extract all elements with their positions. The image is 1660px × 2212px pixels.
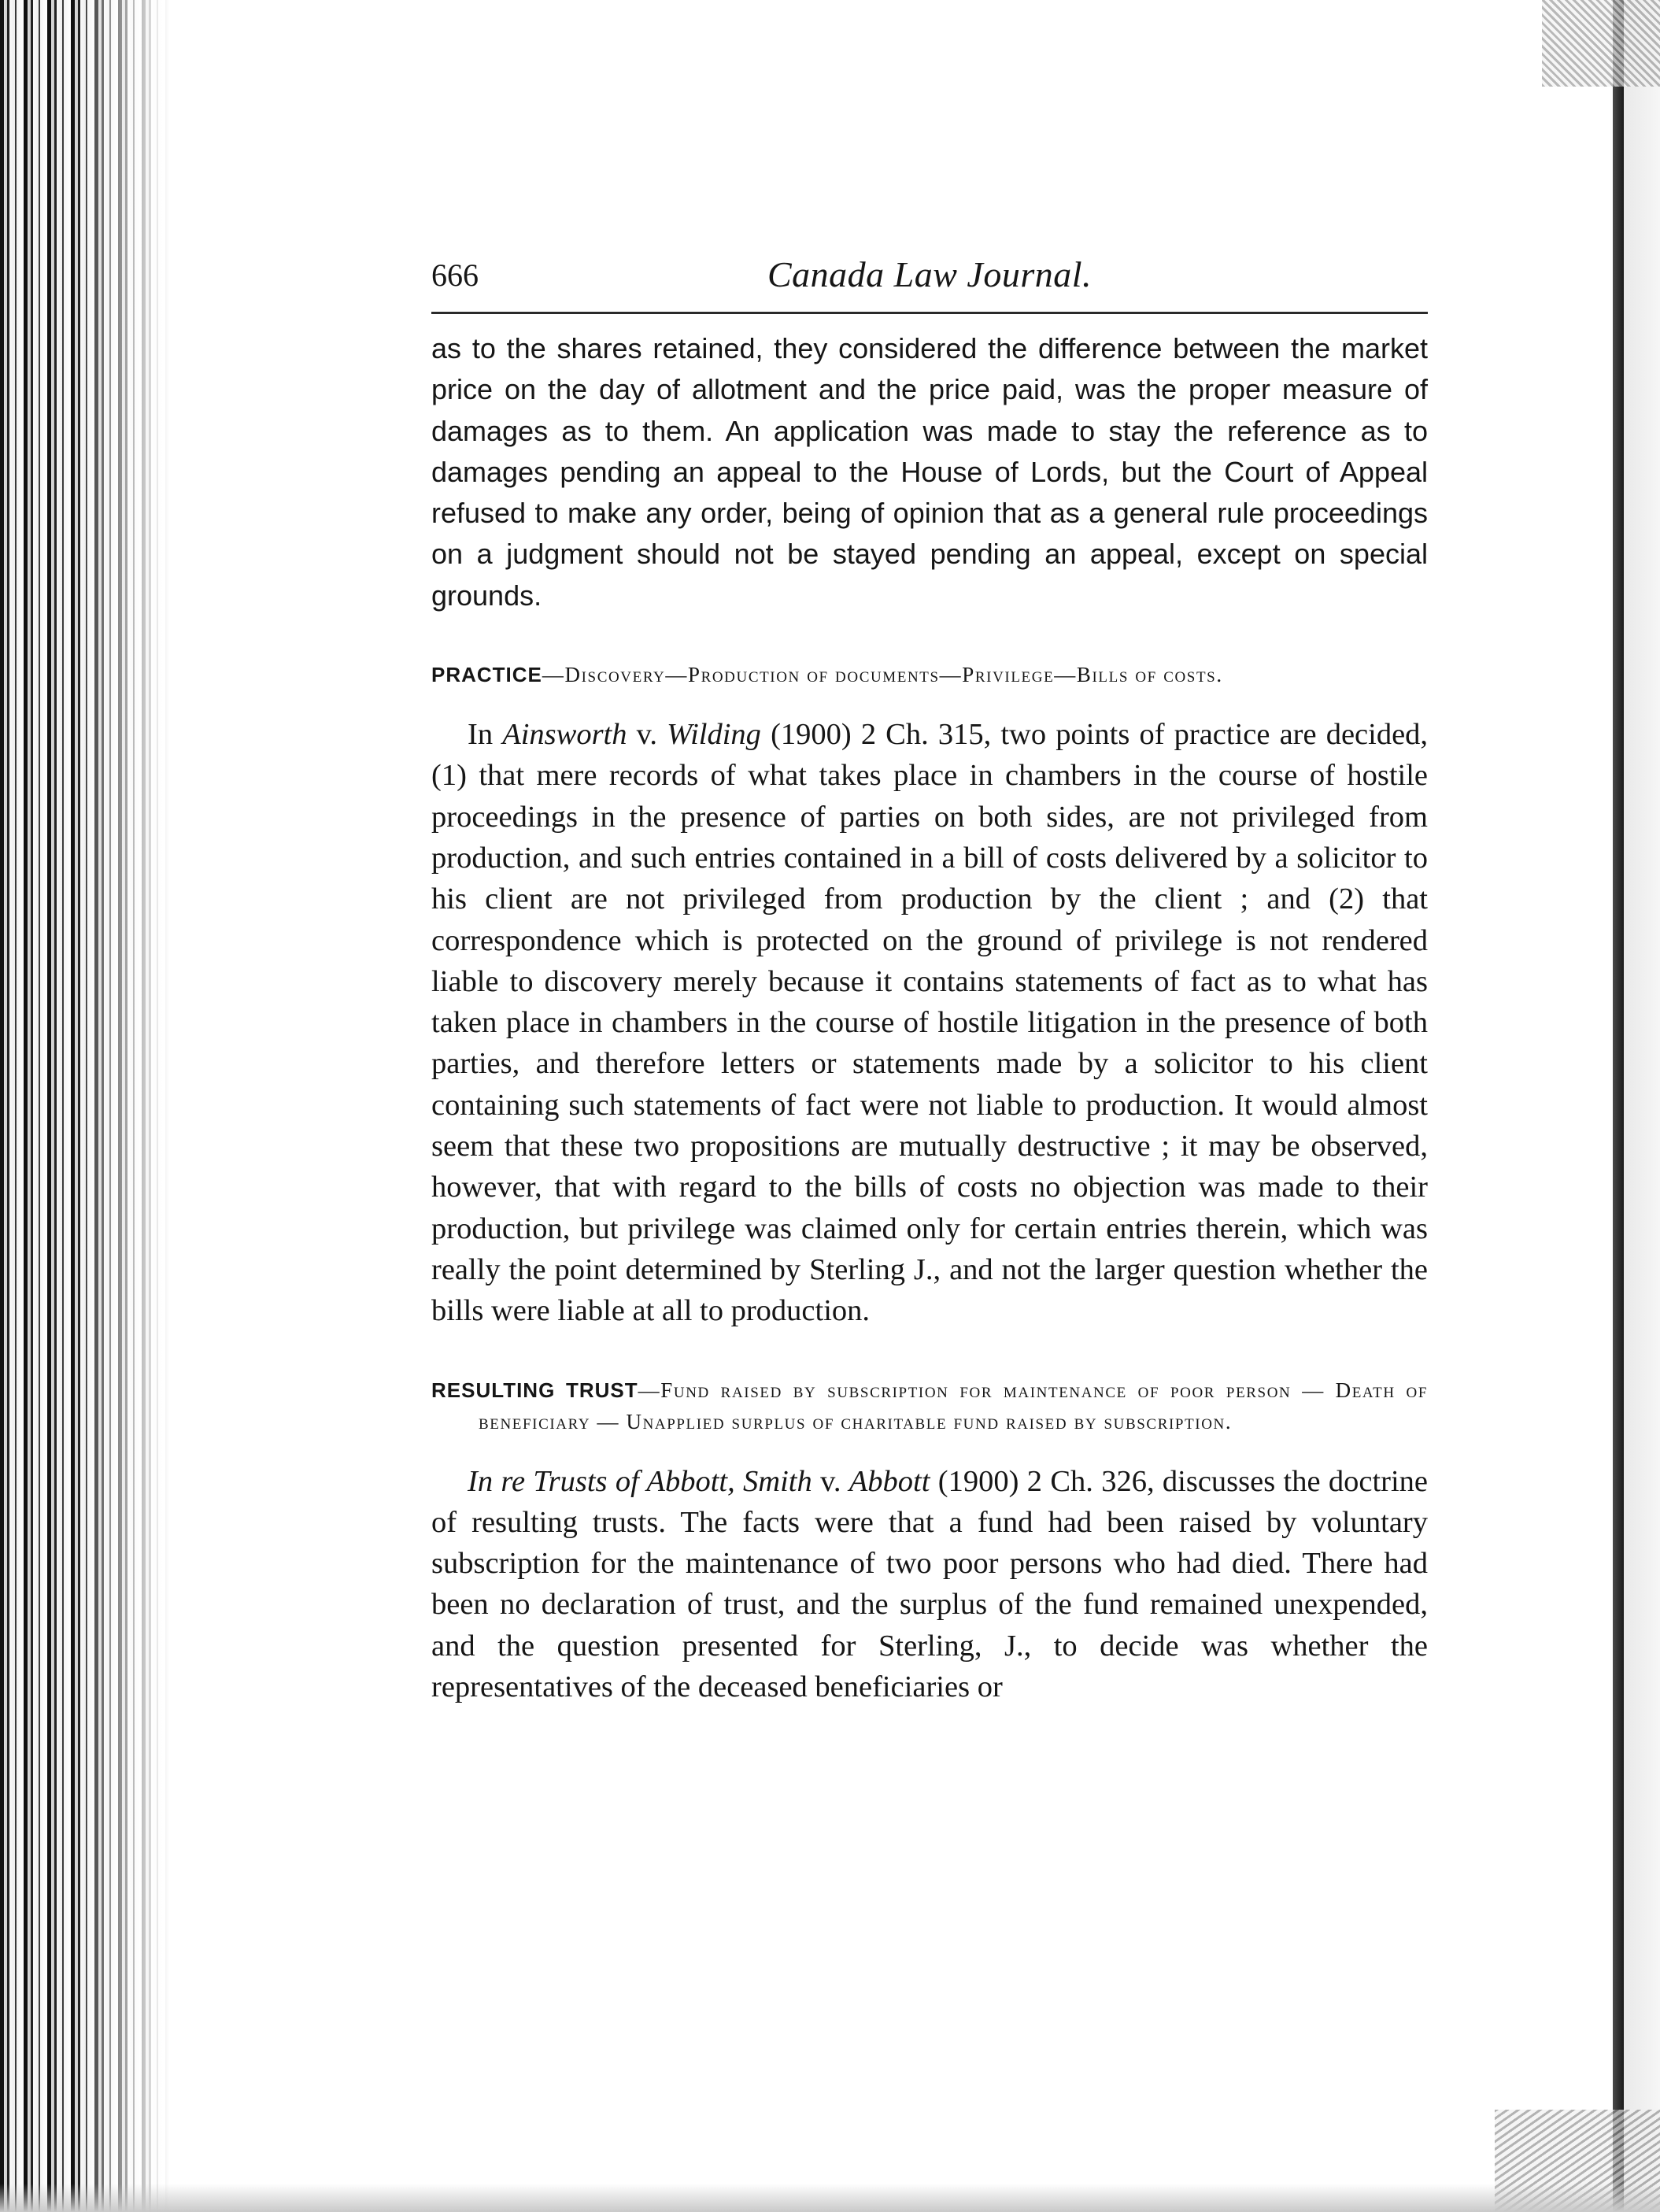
journal-title: Canada Law Journal. bbox=[767, 254, 1092, 294]
heading-lead: RESULTING TRUST bbox=[431, 1378, 638, 1402]
versus-text: v. bbox=[636, 718, 658, 752]
page-content bbox=[431, 252, 1428, 1707]
versus-text: v. bbox=[820, 1464, 841, 1498]
section-heading-practice bbox=[431, 659, 1428, 690]
page-bottom-shadow bbox=[0, 2184, 1660, 2212]
paragraph-body: (1900) 2 Ch. 315, two points of practice are decided, (1) that mere records of what takes place in chambers in the course of hostile proceedings in the presence of parties on both sides, are not privileged from production, and such entries contained in a bill of costs delivered by a solicitor to his client are not privileged from production by the client ; and (2) that correspondence which is protected on the ground of privilege is not rendered liable to discovery merely because it contains statements of fact as to what has taken place in chambers in the course of hostile litigation in the presence of both parties, and therefore letters or statements made by a solicitor to his client containing such statements of fact were not liable to production. It would almost seem that these two propositions are mutually destructive ; it may be observed, however, that with regard to the bills of costs no objection was made to their production, but privilege was claimed only for certain entries therein, which was really the point determined by Sterling J., and not the larger question whether the bills were liable at all to production. bbox=[431, 718, 1429, 1328]
paragraph-continued: as to the shares retained, they considered the difference between the market price on the day of allotment and the price paid, was the proper measure of damages as to them. An application was made to stay the reference as to damages pending an appeal to the House of Lords, but the Court of Appeal refused to make any order, being of opinion that as a general rule proceedings on a judgment should not be stayed pending an appeal, except on special grounds. bbox=[431, 332, 1428, 612]
case-name-defendant: Abbott bbox=[848, 1464, 930, 1498]
page-edge-right bbox=[1542, 0, 1660, 2212]
case-name-defendant: Wilding bbox=[667, 718, 761, 752]
paragraph-intro: In bbox=[468, 718, 494, 752]
heading-subtopics: —Fund raised by subscription for maintenance of poor person — Death of beneficiary — Unapplied surplus of charitable fund raised by subscription. bbox=[479, 1378, 1428, 1433]
paragraph-ainsworth bbox=[431, 714, 1428, 1331]
book-binding-edge bbox=[0, 0, 169, 2212]
heading-subtopics: —Discovery—Production of documents—Privilege—Bills of costs. bbox=[542, 663, 1223, 687]
heading-lead: PRACTICE bbox=[431, 663, 542, 687]
case-name-plaintiff: In re Trusts of Abbott, Smith bbox=[468, 1464, 812, 1498]
running-head bbox=[431, 252, 1428, 301]
header-rule bbox=[431, 312, 1428, 314]
page-corner-top bbox=[1542, 0, 1660, 87]
page-number: 666 bbox=[431, 257, 479, 293]
section-heading-resulting-trust bbox=[431, 1374, 1428, 1437]
paragraph-body: (1900) 2 Ch. 326, discusses the doctrine of resulting trusts. The facts were that a fund had been raised by voluntary subscription for the maintenance of two poor persons who had died. There had been no declaration of trust, and the surplus of the fund remained unexpended, and the question presented for Sterling, J., to decide was whether the representatives of the deceased beneficiaries or bbox=[431, 1464, 1429, 1704]
case-name-plaintiff: Ainsworth bbox=[502, 718, 627, 752]
paragraph-abbott bbox=[431, 1461, 1428, 1708]
